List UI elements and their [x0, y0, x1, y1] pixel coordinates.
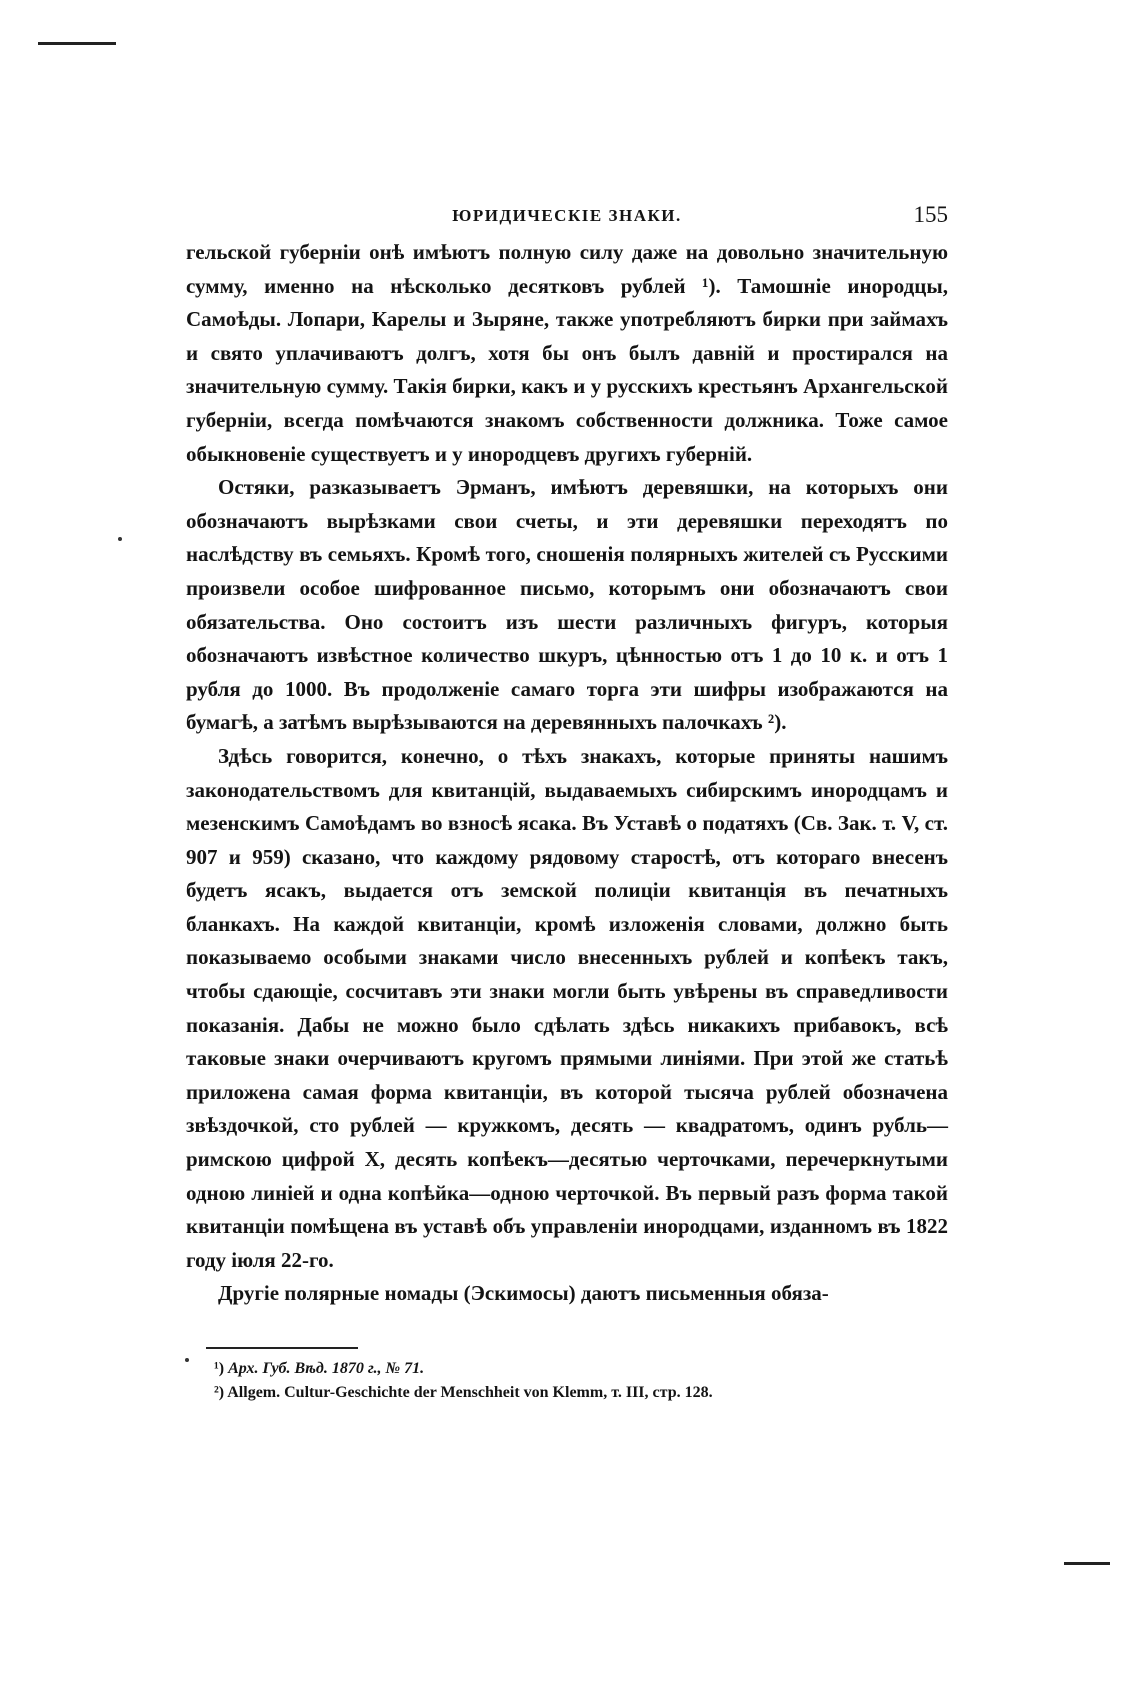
footnote-divider [206, 1347, 358, 1349]
scan-speck [118, 537, 122, 541]
running-title: ЮРИДИЧЕСКІЕ ЗНАКИ. [452, 206, 682, 225]
scan-edge-mark-bottom [1064, 1562, 1110, 1565]
page-number: 155 [913, 202, 948, 227]
paragraph-eskimos: Другіе полярные номады (Эскимосы) даютъ письменныя обяза- [218, 1281, 829, 1306]
paragraph-continued: гельской губерніи онѣ имѣютъ полную силу даже на довольно значительную сумму, именно на нѣсколько десятковъ рублей ¹). Тамошніе инородцы, Самоѣды. Лопари, Карелы и Зыряне, также употребляютъ бирки при займахъ и свято уплачиваютъ долгъ, хотя бы онъ былъ давній и простирался на значительную сумму. Такія бирки, какъ и у русскихъ крестьянъ Архангельской губерніи, всегда помѣчаются знакомъ собственности должника. Тоже самое обыкновеніе существуетъ и у инородцевъ другихъ губерній. [186, 240, 948, 466]
paragraph-ostyaki: Остяки, разказываетъ Эрманъ, имѣютъ деревяшки, на которыхъ они обозначаютъ вырѣзками свои счеты, и эти деревяшки переходятъ по наслѣдству въ семьяхъ. Кромѣ того, сношенія полярныхъ жителей съ Русскими произвели особое шифрованное письмо, которымъ они обозначаютъ свои обязательства. Оно состоитъ изъ шести различныхъ фигуръ, которыя обозначаютъ извѣстное количество шкуръ, цѣнностью отъ 1 до 10 к. и отъ 1 рубля до 1000. Въ продолженіе самаго торга эти шифры изображаются на бумагѣ, а затѣмъ вырѣзываются на деревянныхъ палочкахъ ²). [186, 475, 948, 735]
footnotes [186, 1357, 948, 1405]
footnote-mark: ²) [214, 1384, 225, 1401]
footnote-1 [214, 1357, 948, 1381]
footnote-text: Allgem. Cultur-Geschichte der Menschheit von Klemm, т. III, стр. 128. [227, 1384, 713, 1401]
book-page [186, 202, 948, 1405]
running-header [186, 202, 948, 236]
scan-edge-mark-top [38, 42, 116, 45]
footnote-text: Арх. Губ. Вѣд. 1870 г., № 71. [228, 1360, 425, 1377]
paragraph-receipts: Здѣсь говорится, конечно, о тѣхъ знакахъ, которые приняты нашимъ законодательствомъ для квитанцій, выдаваемыхъ сибирскимъ инородцамъ и мезенскимъ Самоѣдамъ во взносѣ ясака. Въ Уставѣ о податяхъ (Св. Зак. т. V, ст. 907 и 959) сказано, что каждому рядовому старостѣ, отъ котораго внесенъ будетъ ясакъ, выдается отъ земской полиціи квитанція въ печатныхъ бланкахъ. На каждой квитанціи, кромѣ изложенія словами, должно быть показываемо особыми знаками число внесенныхъ рублей и копѣекъ такъ, чтобы сдающіе, сосчитавъ эти знаки могли быть увѣрены въ справедливости показанія. Дабы не можно было сдѣлать здѣсь никакихъ прибавокъ, всѣ таковые знаки очерчиваютъ кругомъ прямыми линіями. При этой же статьѣ приложена самая форма квитанціи, въ которой тысяча рублей обозначена звѣздочкой, сто рублей — кружкомъ, десять — квадратомъ, одинъ рубль—римскою цифрой X, десять копѣекъ—десятью черточками, перечеркнутыми одною линіей и одна копѣйка—одною черточкой. Въ первый разъ форма такой квитанціи помѣщена въ уставѣ объ управленіи инородцами, изданномъ въ 1822 году іюля 22-го. [186, 743, 948, 1272]
footnote-mark: ¹) [214, 1360, 225, 1377]
footnote-2 [214, 1381, 948, 1405]
